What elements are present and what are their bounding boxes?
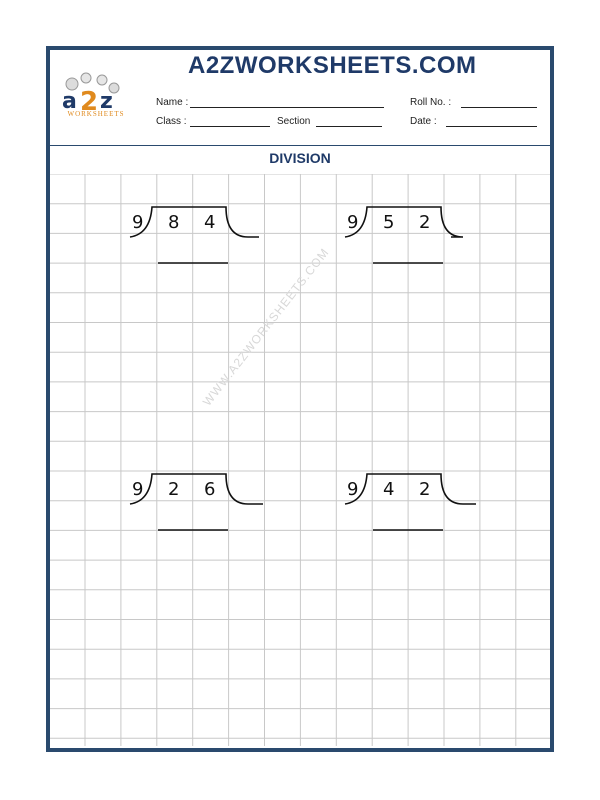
dividend-digit: 4 — [204, 212, 216, 233]
dividend-digit: 6 — [204, 479, 216, 500]
division-bracket — [341, 467, 491, 547]
divisor: 9 — [132, 212, 144, 233]
dividend-digit: 5 — [383, 212, 395, 233]
section-label: Section — [277, 116, 311, 127]
watermark: WWW.A2ZWORKSHEETS.COM — [200, 245, 332, 409]
division-problem-2 — [341, 200, 491, 280]
division-bracket — [126, 467, 276, 547]
logo-tagline: WORKSHEETS — [67, 110, 125, 118]
division-bracket — [126, 200, 276, 280]
division-bracket — [341, 200, 491, 280]
divisor: 9 — [132, 479, 144, 500]
divisor: 9 — [347, 479, 359, 500]
division-problem-1 — [126, 200, 276, 280]
site-title: A2ZWORKSHEETS.COM — [188, 52, 477, 79]
worksheet-subject: DIVISION — [269, 150, 331, 166]
dividend-digit: 2 — [419, 212, 431, 233]
svg-text:2: 2 — [80, 87, 99, 117]
divisor: 9 — [347, 212, 359, 233]
class-label: Class : — [156, 116, 187, 127]
svg-text:a: a — [62, 89, 77, 114]
dividend-digit: 2 — [419, 479, 431, 500]
worksheet-inner-border — [49, 49, 551, 749]
division-problem-3 — [126, 467, 276, 547]
dividend-digit: 4 — [383, 479, 395, 500]
dividend-digit: 8 — [168, 212, 180, 233]
name-label: Name : — [156, 97, 189, 108]
division-problem-4 — [341, 467, 491, 547]
dividend-digit: 2 — [168, 479, 180, 500]
roll-label: Roll No. : — [410, 97, 452, 108]
svg-text:z: z — [100, 89, 113, 114]
date-label: Date : — [410, 116, 437, 127]
